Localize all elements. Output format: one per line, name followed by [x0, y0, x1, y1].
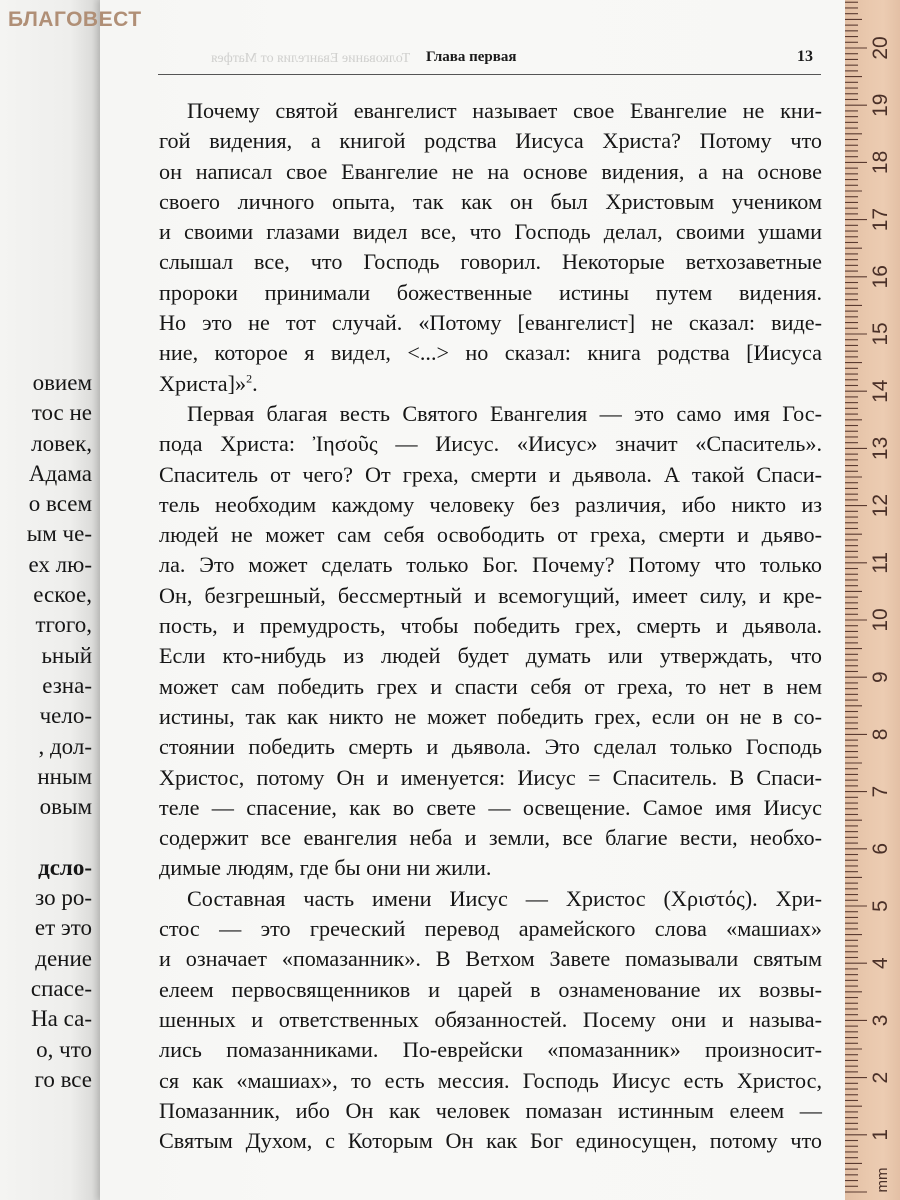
- text-line-content: пость, и премудрость, чтобы победить грех, смерть и дьявола.: [159, 613, 822, 639]
- text-line-content: Он, безгрешный, бессмертный и всемогущий, имеет силу, и кре-: [159, 582, 822, 608]
- chapter-title: Глава первая: [426, 49, 517, 65]
- ruler-cm-label: 15: [869, 322, 892, 346]
- ruler-cm-label: 20: [869, 36, 892, 60]
- text-line-content: Составная часть имени Иисус — Христос (Χριστός). Хри-: [187, 885, 822, 911]
- text-line-content: стоянии победить смерть и дьявола. Это сделал только Господь: [159, 734, 822, 760]
- text-line: [159, 763, 822, 793]
- text-line-content: Помазанник, ибо Он как человек помазан истинным елеем —: [159, 1097, 822, 1123]
- left-page-line: чело-: [39, 703, 92, 729]
- text-line-content: пода Христа: Ἰησοῦς — Иисус. «Иисус» значит «Спаситель».: [159, 431, 822, 457]
- left-page-line: спасе-: [30, 975, 92, 1001]
- left-page-line: езна-: [42, 672, 92, 698]
- text-line: [159, 338, 822, 368]
- text-line: [159, 611, 822, 641]
- ruler-cm-label: 14: [869, 379, 892, 403]
- text-line: [159, 157, 822, 187]
- text-line-content: ние, которое я видел, <...> но сказал: книга родства [Иисуса: [159, 340, 822, 366]
- left-page-line: ым че-: [26, 521, 92, 547]
- ruler-cm-label: 18: [869, 150, 892, 175]
- left-page-line: ьный: [41, 642, 92, 668]
- left-page-line: Адама: [28, 460, 92, 486]
- text-line: [159, 369, 822, 399]
- body-text: [159, 96, 822, 1156]
- text-line-content: Если кто-нибудь из людей будет думать или утверждать, что: [159, 643, 822, 669]
- text-line: [159, 641, 822, 671]
- text-line: [159, 217, 822, 247]
- text-line: [159, 944, 822, 974]
- text-line: [159, 1126, 822, 1156]
- text-line: [159, 884, 822, 914]
- left-page-line: о всем: [28, 491, 92, 517]
- text-line-content: может сам победить грех и спасти себя от греха, то нет в нем: [159, 673, 822, 699]
- text-line-content: лись помазанниками. По-еврейски «помазанник» произносит-: [159, 1037, 822, 1063]
- ruler-cm-label: 8: [869, 728, 892, 741]
- text-line: [159, 126, 822, 156]
- ruler-cm-label: 1: [869, 1128, 892, 1141]
- text-line-content: димые людям, где бы они ни жили.: [159, 855, 492, 881]
- left-page-line: ет это: [34, 915, 92, 941]
- text-line-content: елеем первосвященников и царей в ознаменование их возвы-: [159, 976, 822, 1002]
- text-line: [159, 460, 822, 490]
- text-line: [159, 914, 822, 944]
- text-line: [159, 490, 822, 520]
- watermark-logo: БЛАГОВЕСТ: [8, 8, 142, 31]
- text-line: [159, 1066, 822, 1096]
- text-line-content: теле — спасение, как во свете — освещение. Самое имя Иисус: [159, 794, 822, 820]
- text-line: [159, 1035, 822, 1065]
- text-line-content: Первая благая весть Святого Евангелия — это само имя Гос-: [187, 400, 822, 426]
- text-line-content: и своими глазами видел все, что Господь делал, своими ушами: [159, 219, 822, 245]
- text-line: [159, 550, 822, 580]
- left-page-line: тгого,: [35, 612, 92, 638]
- ruler-cm-label: 11: [869, 551, 892, 574]
- ruler-unit-label: mm: [874, 1167, 891, 1193]
- text-line-content: Святым Духом, с Которым Он как Бог единосущен, потому что: [159, 1128, 822, 1154]
- text-line: [159, 732, 822, 762]
- text-line: [159, 96, 822, 126]
- left-page-line: зо ро-: [35, 885, 92, 911]
- ruler-cm-label: 7: [869, 785, 892, 798]
- ruler-cm-label: 19: [869, 93, 892, 117]
- text-line-content: ся как «машиах», то есть мессия. Господь Иисус есть Христос,: [159, 1067, 822, 1093]
- text-line-content: ла. Это может сделать только Бог. Почему? Потому что только: [159, 552, 822, 578]
- text-line: [159, 823, 822, 853]
- text-line: [159, 247, 822, 277]
- text-line: [159, 1096, 822, 1126]
- left-page-line: нным: [37, 763, 92, 789]
- text-line-content: и означает «помазанник». В Ветхом Завете помазывали святым: [159, 946, 822, 972]
- text-line: [159, 853, 822, 883]
- left-page-line: тос не: [31, 400, 92, 426]
- ruler-cm-label: 13: [869, 436, 892, 461]
- text-line-content: гой видения, а книгой родства Иисуса Христа? Потому что: [159, 128, 822, 154]
- ruler-cm-label: 17: [869, 207, 892, 232]
- left-page-line: го все: [34, 1066, 92, 1092]
- ruler-cm-label: 6: [869, 842, 892, 855]
- text-line-content: своего личного опыта, так как он был Христовым учеником: [159, 188, 822, 214]
- left-page-line: еское,: [33, 582, 92, 608]
- text-line-content: тель необходим каждому человеку без различия, ибо никто из: [159, 491, 822, 517]
- text-line: [159, 429, 822, 459]
- text-line: [159, 520, 822, 550]
- text-line: [159, 1005, 822, 1035]
- left-page-line: ех лю-: [28, 551, 92, 577]
- ruler-cm-label: 3: [869, 1014, 892, 1027]
- text-line: [159, 581, 822, 611]
- text-line-content: содержит все евангелия неба и земли, все благие вести, необхо-: [159, 825, 822, 851]
- right-page: [100, 0, 845, 1200]
- text-line: [159, 702, 822, 732]
- left-page: [0, 0, 100, 1200]
- ruler-cm-label: 5: [869, 900, 892, 912]
- text-line-content: Христа]»: [159, 370, 247, 396]
- text-line-content: он написал свое Евангелие не на основе видения, а на основе: [159, 158, 822, 184]
- text-line-tail: .: [252, 370, 258, 396]
- text-line: [159, 278, 822, 308]
- text-line: [159, 975, 822, 1005]
- footnote-ref[interactable]: 2: [246, 371, 253, 386]
- text-line-content: Почему святой евангелист называет свое Евангелие не кни-: [187, 98, 822, 123]
- ruler-scale: [845, 0, 900, 1200]
- left-page-line: о, что: [36, 1036, 92, 1062]
- left-page-text: [27, 368, 92, 1095]
- ruler-cm-label: 9: [869, 671, 892, 684]
- left-page-line: овием: [32, 370, 92, 395]
- text-line-content: стос — это греческий перевод арамейского слова «машиах»: [159, 916, 822, 942]
- text-line-content: слышал все, что Господь говорил. Некоторые ветхозаветные: [159, 249, 822, 275]
- left-page-line: овым: [39, 794, 92, 820]
- left-page-line: , дол-: [38, 733, 92, 759]
- text-line: [159, 672, 822, 702]
- ruler-cm-label: 2: [869, 1071, 892, 1084]
- ruler-cm-label: 16: [869, 265, 892, 289]
- text-line-content: людей не может сам себя освободить от греха, смерти и дьяво-: [159, 522, 822, 548]
- text-line-content: истины, так как никто не может победить грех, если он не в со-: [159, 703, 822, 729]
- running-head-bleedthrough: Толкование Евангелия от Матфея: [210, 51, 410, 66]
- text-line: [159, 187, 822, 217]
- running-head: [158, 48, 821, 75]
- left-page-line: На са-: [31, 1006, 92, 1032]
- left-page-line: ловек,: [31, 430, 92, 456]
- text-line-content: пророки принимали божественные истины путем видения.: [159, 279, 822, 305]
- text-line-content: шенных и ответственных обязанностей. Посему они и называ-: [159, 1006, 822, 1032]
- ruler-cm-label: 4: [869, 957, 892, 970]
- text-line: [159, 308, 822, 338]
- ruler-cm-label: 10: [869, 608, 892, 632]
- text-line-content: Но это не тот случай. «Потому [евангелист] не сказал: виде-: [159, 310, 822, 336]
- text-line: [159, 399, 822, 429]
- ruler: [845, 0, 900, 1200]
- left-page-line: дсло-: [38, 854, 92, 880]
- text-line-content: Спаситель от чего? От греха, смерти и дьявола. А такой Спаси-: [159, 461, 822, 487]
- ruler-cm-label: 12: [869, 493, 892, 518]
- left-page-line: дение: [35, 945, 92, 971]
- text-line-content: Христос, потому Он и именуется: Иисус = Спаситель. В Спаси-: [159, 764, 822, 790]
- text-line: [159, 793, 822, 823]
- page-number: 13: [797, 48, 813, 65]
- left-page-line: [27, 822, 92, 852]
